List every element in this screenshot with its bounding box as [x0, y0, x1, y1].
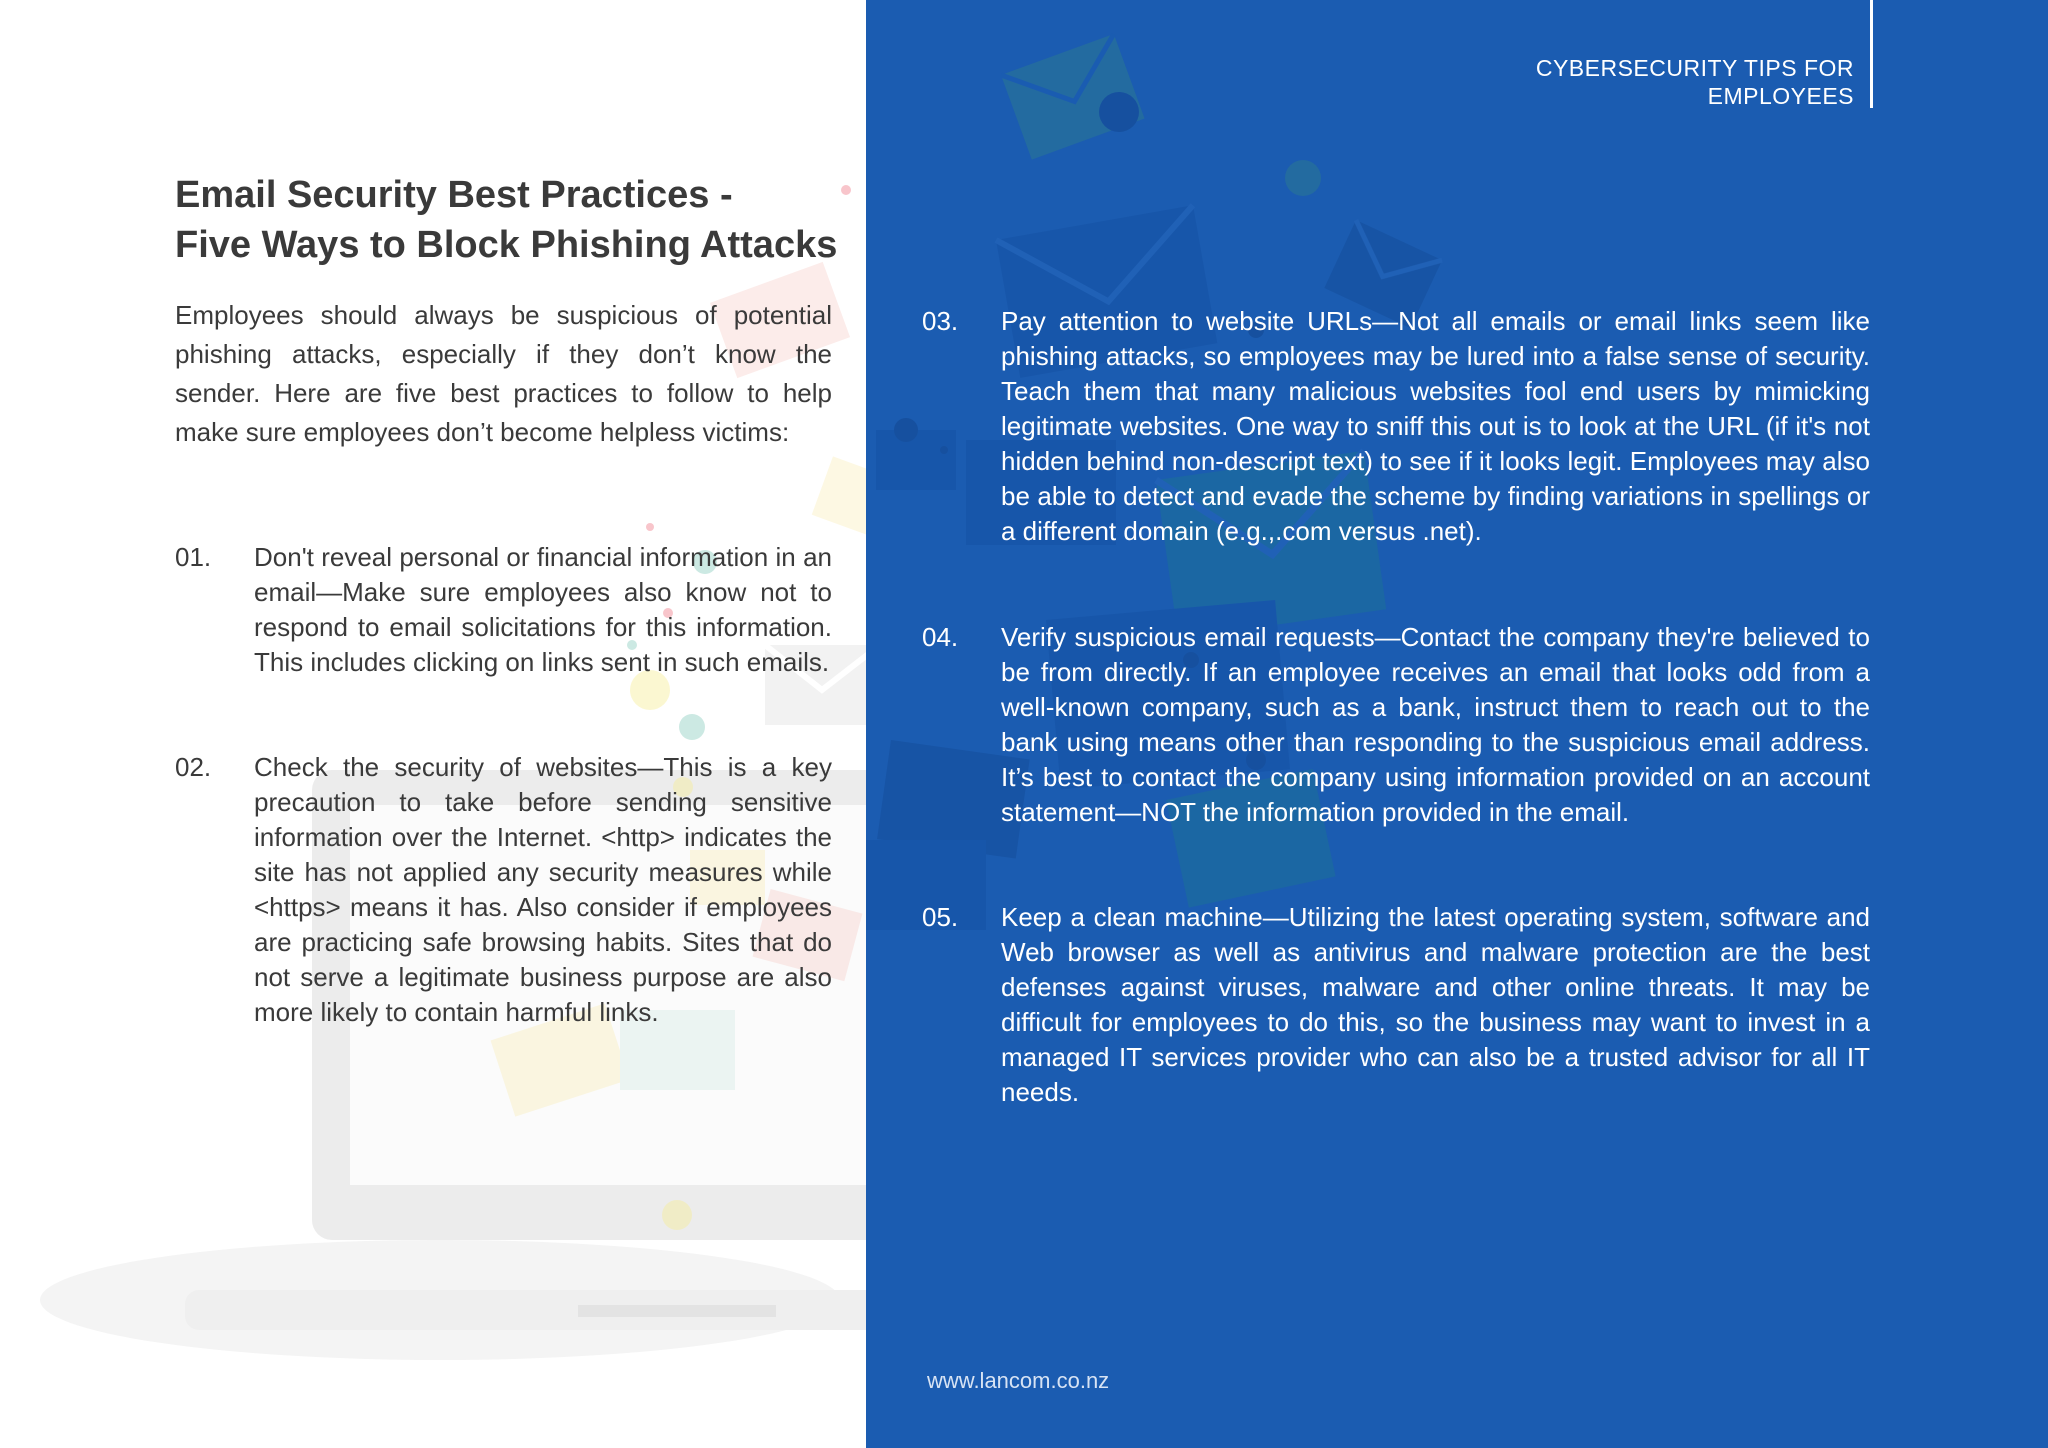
page-title-line-1: Email Security Best Practices -	[175, 174, 733, 216]
tip-text: Check the security of websites—This is a key precaution to take before sending sensitive information over the Internet. <http> indicates the site has not applied any security measures while <https> means it has. Also consider if employees are practicing safe browsing habits. Sites that do not serve a legitimate business purpose are also more likely to contain harmful links.	[254, 752, 832, 1027]
tip-item-04	[922, 620, 1870, 830]
header-divider	[1870, 0, 1873, 108]
page-title-line-2: Five Ways to Block Phishing Attacks	[175, 224, 838, 266]
tip-number: 03.	[922, 306, 959, 336]
tip-number: 05.	[922, 902, 959, 932]
tip-number: 01.	[175, 542, 212, 572]
intro-paragraph: Employees should always be suspicious of potential phishing attacks, especially if they don’t know the sender. Here are five best practices to follow to help make sure employees don’t become helpless victims:	[175, 300, 832, 447]
tip-number: 04.	[922, 622, 959, 652]
tip-text: Verify suspicious email requests—Contact the company they're believed to be from directly. If an employee receives an email that looks odd from a well-known company, such as a bank, instruct them to reach out to the bank using means other than responding to the suspicious email address. It’s best to contact the company using information provided on an account statement—NOT the information provided in the email.	[1001, 622, 1870, 827]
section-label: CYBERSECURITY TIPS FOR EMPLOYEES	[1535, 55, 1854, 109]
footer-website-link[interactable]: www.lancom.co.nz	[927, 1368, 1110, 1393]
page-title	[175, 170, 855, 270]
tip-item-01	[175, 540, 832, 680]
tip-item-02	[175, 750, 832, 1030]
tip-text: Pay attention to website URLs—Not all emails or email links seem like phishing attacks, so employees may be lured into a false sense of security. Teach them that many malicious websites fool end users by mimicking legitimate websites. One way to sniff this out is to look at the URL (if it's not hidden behind non-descript text) to see if it looks legit. Employees may also be able to detect and evade the scheme by finding variations in spellings or a different domain (e.g.,.com versus .net).	[1001, 306, 1870, 546]
tip-number: 02.	[175, 752, 212, 782]
tip-text: Don't reveal personal or financial information in an email—Make sure employees also know not to respond to email solicitations for this information. This includes clicking on links sent in such emails.	[254, 542, 832, 677]
tip-item-05	[922, 900, 1870, 1110]
tip-item-03	[922, 304, 1870, 549]
tip-text: Keep a clean machine—Utilizing the latest operating system, software and Web browser as well as antivirus and malware protection are the best defenses against viruses, malware and other online threats. It may be difficult for employees to do this, so the business may want to invest in a managed IT services provider who can also be a trusted advisor for all IT needs.	[1001, 902, 1870, 1107]
